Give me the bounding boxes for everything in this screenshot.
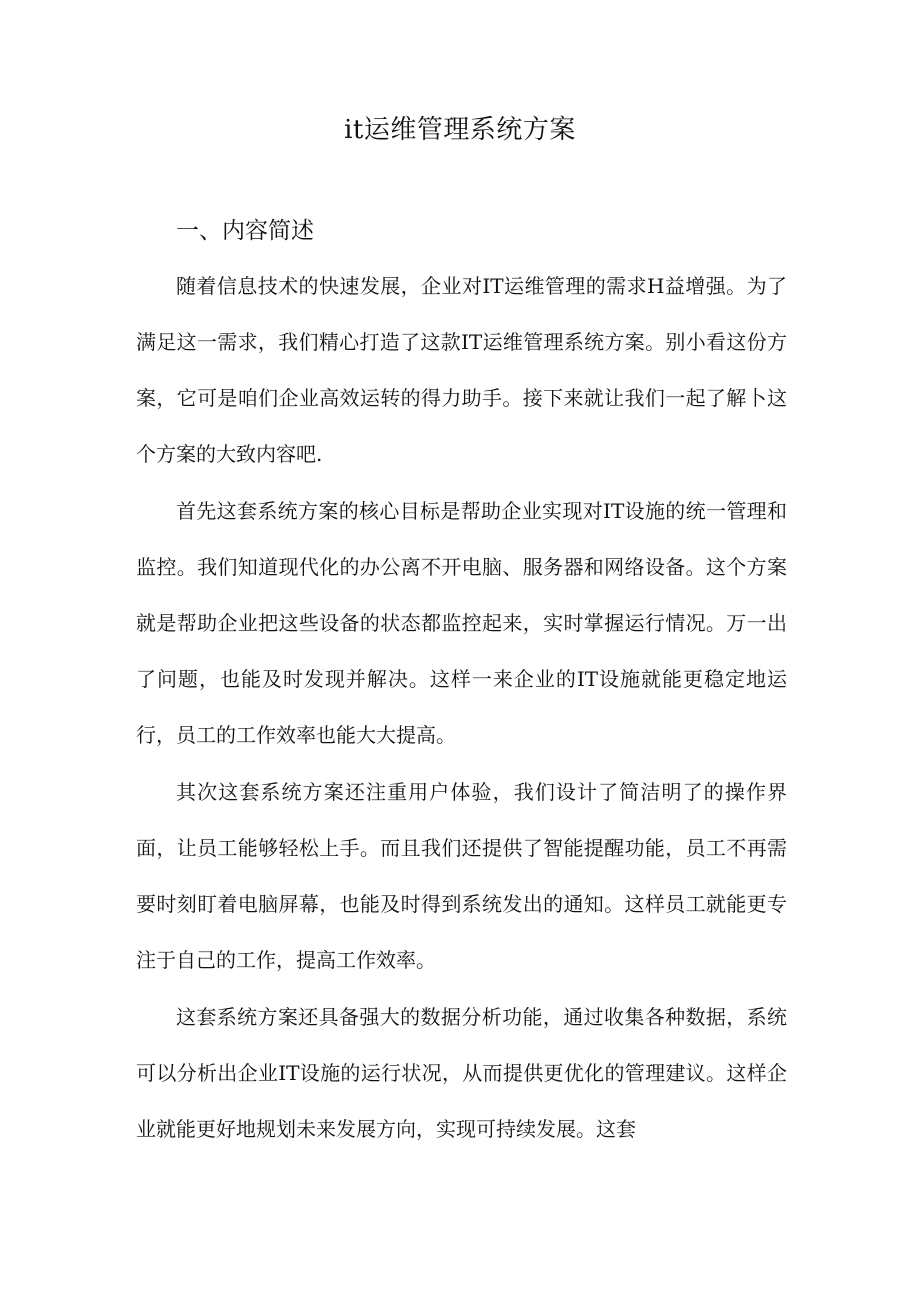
paragraph-monitoring: 首先这套系统方案的核心目标是帮助企业实现对IT设施的统一管理和监控。我们知道现代化的办公离不开电脑、服务器和网络设备。这个方案就是帮助企业把这些设备的状态都监控起来，实时掌握运行情况。万一出了问题，也能及时发现并解决。这样一来企业的IT设施就能更稳定地运行，员工的工作效率也能大大提高。	[136, 499, 787, 747]
paragraph-data-analysis: 这套系统方案还具备强大的数据分析功能，通过收集各种数据，系统可以分析出企业IT设施的运行状况，从而提供更优化的管理建议。这样企业就能更好地规划未来发展方向，实现可持续发展。这套	[136, 1005, 787, 1141]
paragraph-user-experience: 其次这套系统方案还注重用户体验，我们设计了简洁明了的操作界面，让员工能够轻松上手。而且我们还提供了智能提醒功能，员工不再需要时刻盯着电脑屏幕，也能及时得到系统发出的通知。这样员工就能更专注于自己的工作，提高工作效率。	[136, 780, 787, 972]
document-title: it运维管理系统方案	[344, 115, 576, 145]
paragraph-intro: 随着信息技术的快速发展，企业对IT运维管理的需求H益增强。为了满足这一需求，我们精心打造了这款IT运维管理系统方案。别小看这份方案，它可是咱们企业高效运转的得力助手。接下来就让我们一起了解卜这个方案的大致内容吧.	[136, 274, 787, 466]
section-heading: 一、内容简述	[176, 218, 314, 244]
